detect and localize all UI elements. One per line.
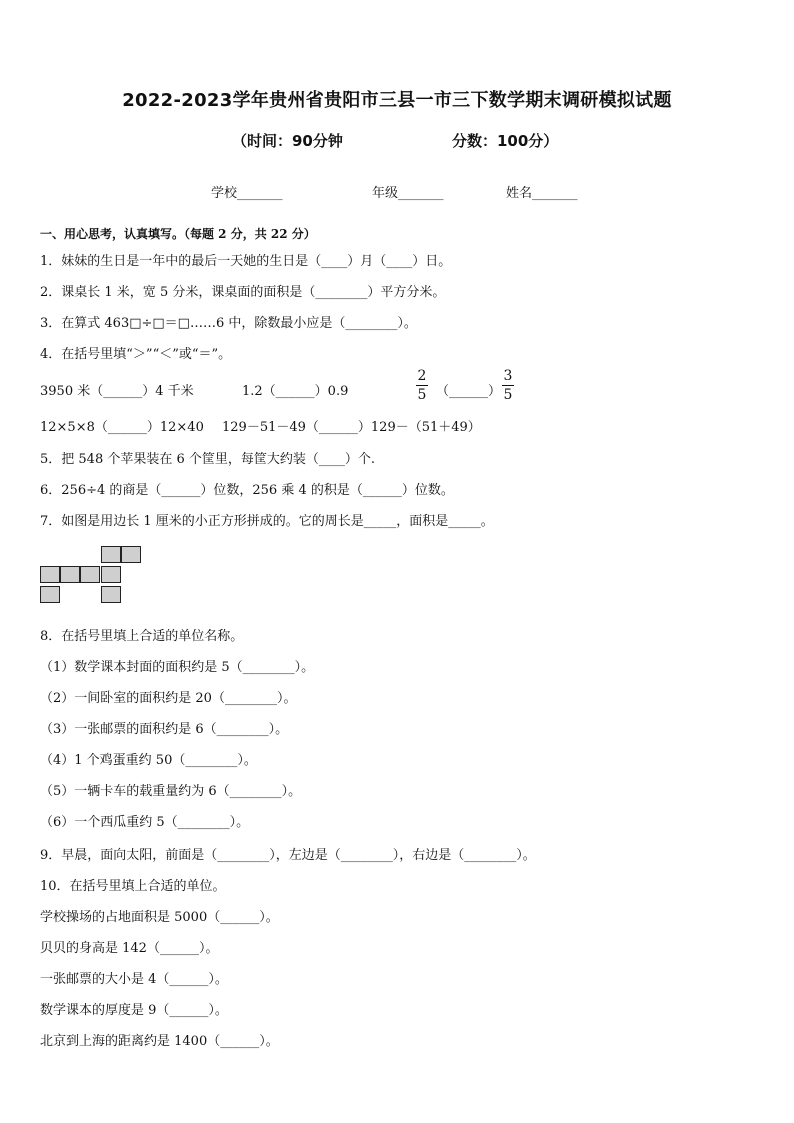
question-10-item: 一张邮票的大小是 4（______）。 — [40, 972, 228, 987]
question-3: 3．在算式 463□÷□＝□……6 中，除数最小应是（________）。 — [40, 316, 417, 331]
fraction-denominator: 5 — [503, 387, 513, 403]
school-field: 学校_______ — [211, 186, 283, 201]
question-4-a: 3950 米（______）4 千米 — [40, 384, 194, 399]
unit-square — [80, 566, 100, 583]
question-7: 7．如图是用边长 1 厘米的小正方形拼成的。它的周长是_____，面积是_____。 — [40, 514, 494, 529]
fraction-denominator: 5 — [417, 387, 427, 403]
fraction-two-fifths — [416, 368, 428, 403]
question-8-item: （2）一间卧室的面积约是 20（________）。 — [40, 691, 297, 706]
question-8-item: （3）一张邮票的面积约是 6（________）。 — [40, 722, 289, 737]
question-8-stem: 8．在括号里填上合适的单位名称。 — [40, 629, 244, 644]
question-6: 6．256÷4 的商是（______）位数，256 乘 4 的积是（______）位数。 — [40, 483, 454, 498]
unit-square — [40, 566, 60, 583]
question-10-stem: 10．在括号里填上合适的单位。 — [40, 879, 226, 894]
unit-square — [40, 586, 60, 603]
name-field: 姓名_______ — [506, 186, 578, 201]
question-10-item: 贝贝的身高是 142（______）。 — [40, 941, 219, 956]
question-9: 9．早晨，面向太阳，前面是（________），左边是（________），右边是（________）。 — [40, 848, 536, 863]
fraction-bar — [416, 385, 428, 386]
fraction-three-fifths — [502, 368, 514, 403]
fraction-numerator: 2 — [417, 368, 427, 384]
question-4-d: 129－51－49（______）129－（51＋49） — [222, 420, 481, 435]
question-8-item: （6）一个西瓜重约 5（________）。 — [40, 815, 250, 830]
grade-field: 年级_______ — [372, 186, 444, 201]
question-1: 1．妹妹的生日是一年中的最后一天她的生日是（____）月（____）日。 — [40, 254, 452, 269]
exam-score: 分数：100分） — [452, 132, 559, 150]
exam-title: 2022-2023学年贵州省贵阳市三县一市三下数学期末调研模拟试题 — [122, 90, 672, 111]
unit-square — [101, 586, 121, 603]
fraction-bar — [502, 385, 514, 386]
question-4-stem: 4．在括号里填“＞”“＜”或“＝”。 — [40, 347, 232, 362]
question-8-item: （1）数学课本封面的面积约是 5（________）。 — [40, 660, 315, 675]
unit-square — [60, 566, 80, 583]
question-10-item: 学校操场的占地面积是 5000（______）。 — [40, 910, 279, 925]
question-4-b: 1.2（______）0.9 — [242, 384, 349, 399]
question-8-item: （5）一辆卡车的载重量约为 6（________）。 — [40, 784, 302, 799]
square-tiles-figure — [40, 546, 144, 606]
unit-square — [101, 566, 121, 583]
unit-square — [121, 546, 141, 563]
section-1-heading: 一、用心思考，认真填写。（每题 2 分，共 22 分） — [40, 227, 316, 241]
question-10-item: 数学课本的厚度是 9（______）。 — [40, 1003, 228, 1018]
question-10-item: 北京到上海的距离约是 1400（______）。 — [40, 1034, 279, 1049]
question-8-item: （4）1 个鸡蛋重约 50（________）。 — [40, 753, 257, 768]
question-4-fraction-blank: （______） — [436, 384, 502, 399]
question-5: 5．把 548 个苹果装在 6 个筐里，每筐大约装（____）个. — [40, 452, 376, 467]
unit-square — [101, 546, 121, 563]
fraction-numerator: 3 — [503, 368, 513, 384]
question-2: 2．课桌长 1 米，宽 5 分米，课桌面的面积是（________）平方分米。 — [40, 285, 446, 300]
exam-time: （时间：90分钟 — [232, 132, 343, 150]
question-4-c: 12×5×8（______）12×40 — [40, 420, 204, 435]
